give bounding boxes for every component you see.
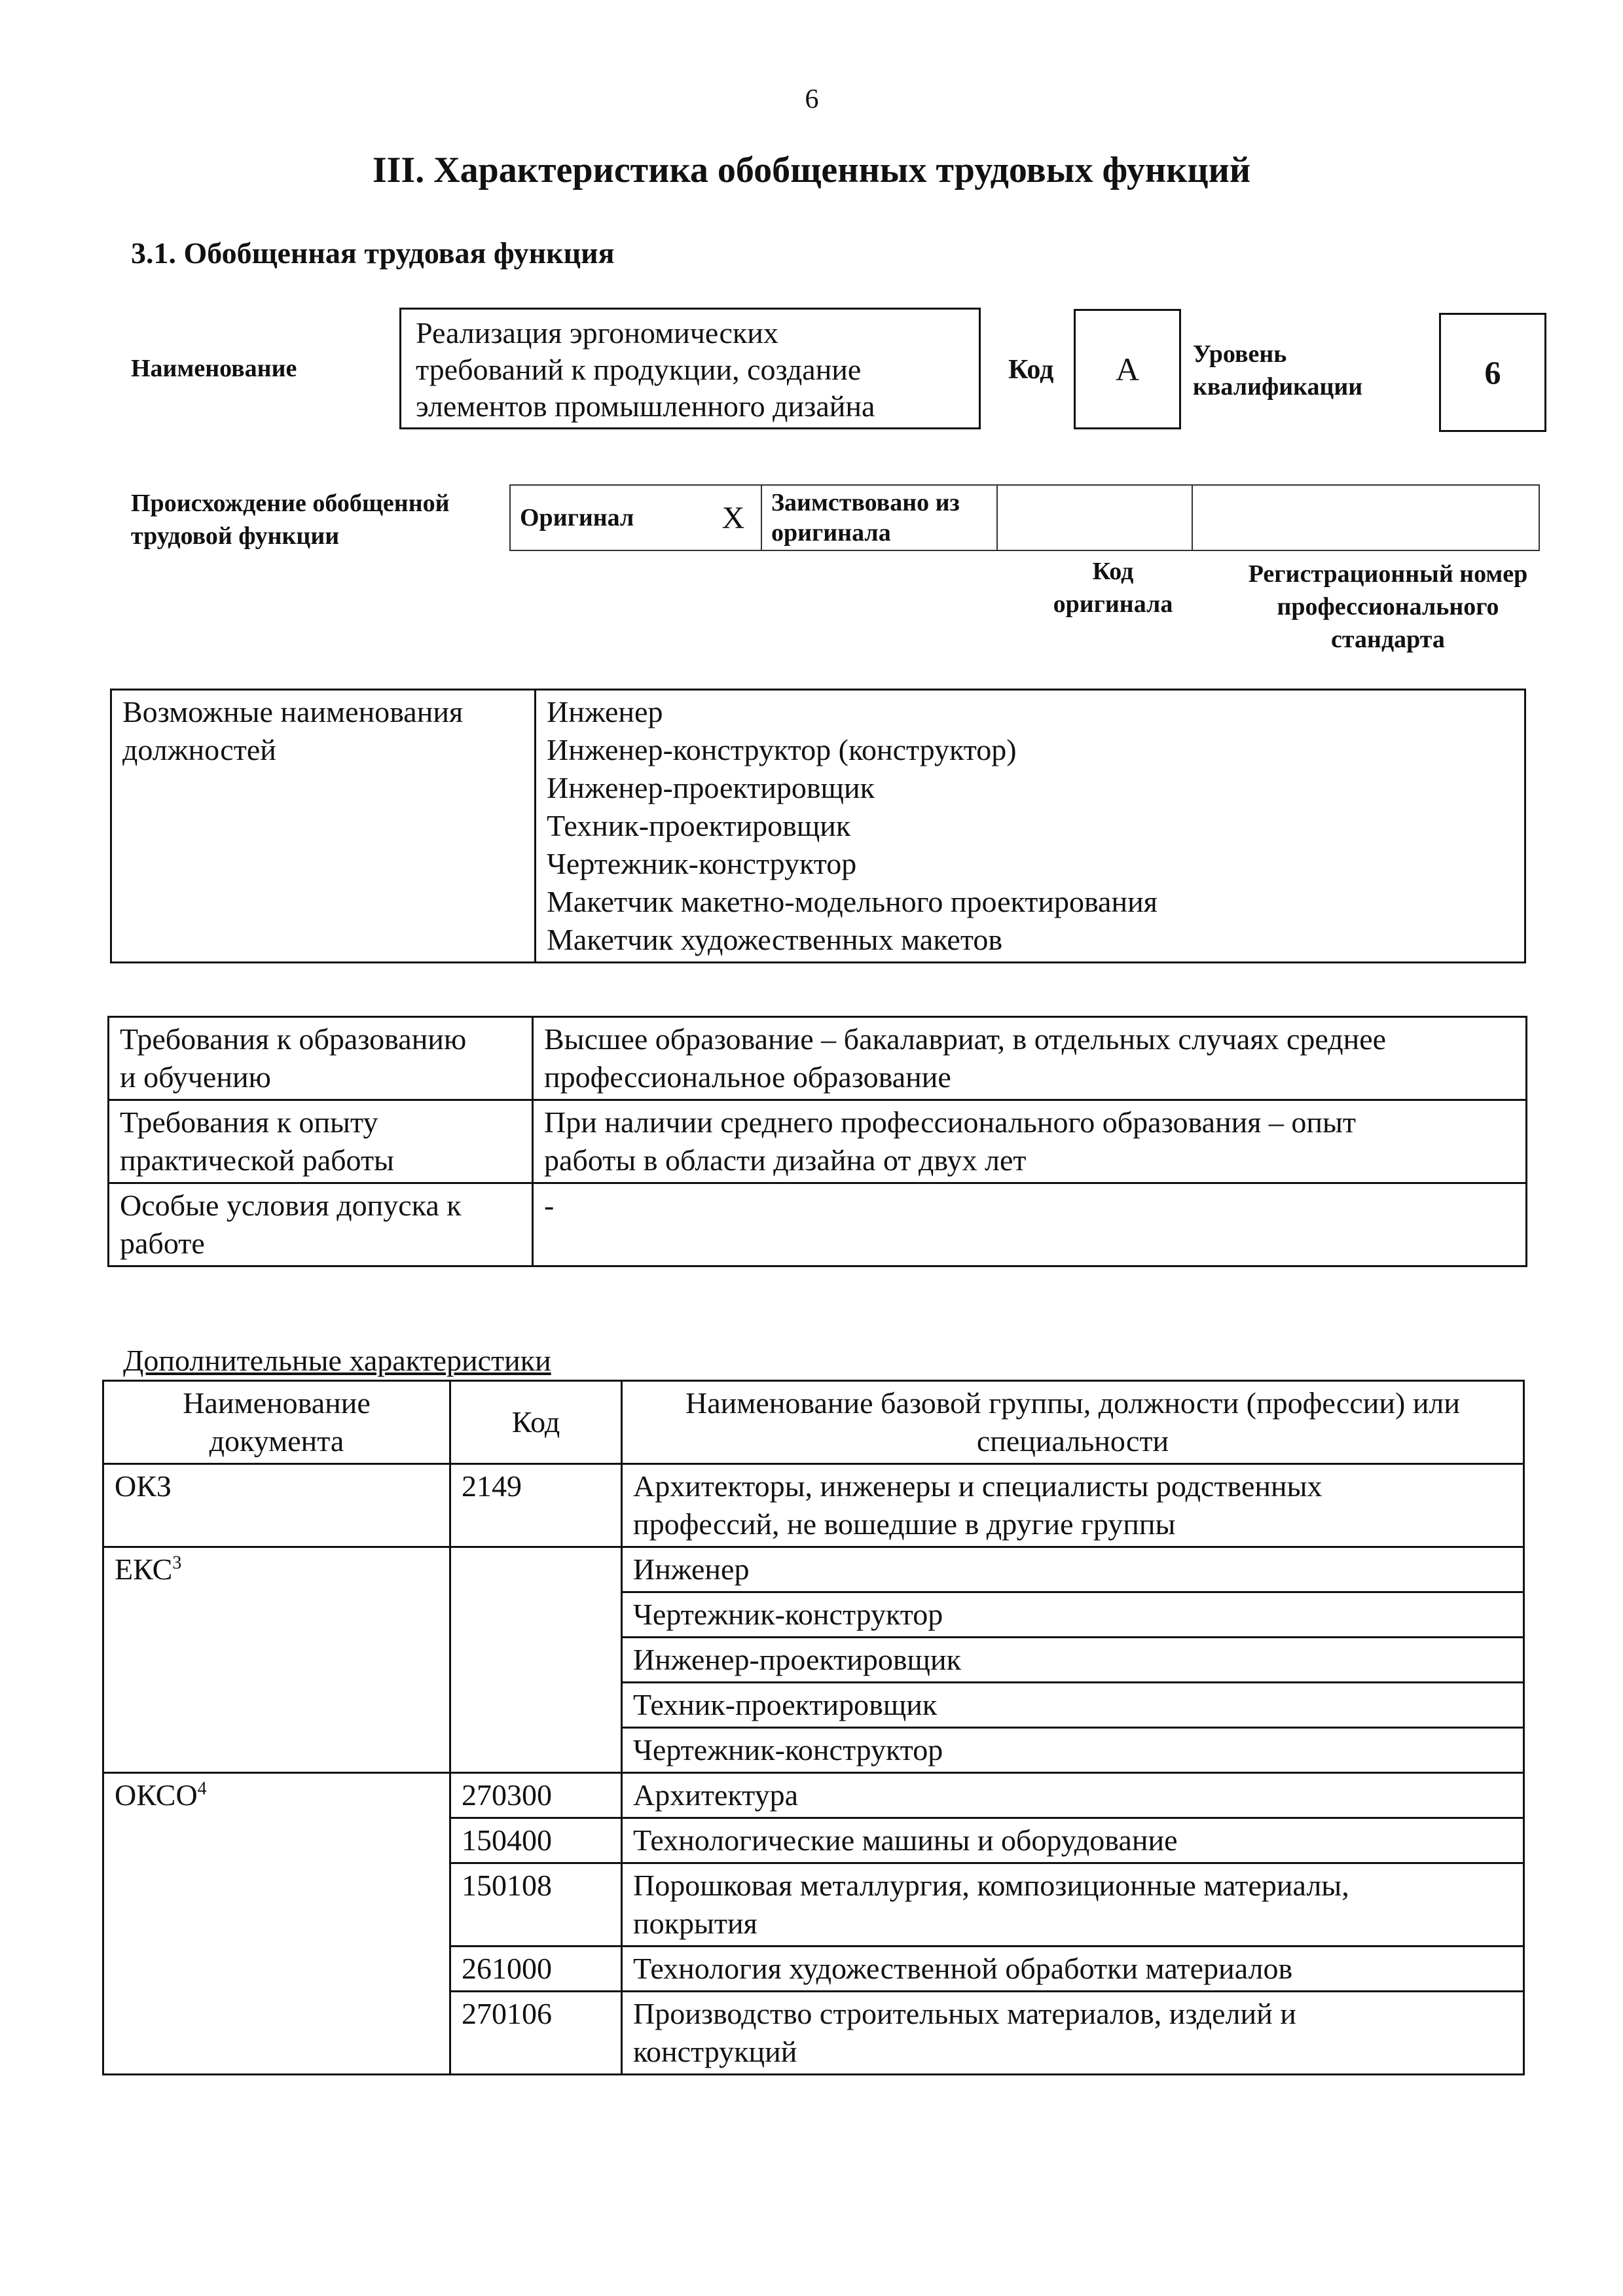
position-item: Инженер xyxy=(547,695,663,728)
header-doc-line: документа xyxy=(209,1424,344,1458)
section-title: III. Характеристика обобщенных трудовых функций xyxy=(372,150,1251,190)
additional-header-row xyxy=(103,1381,1524,1464)
position-item: Инженер-конструктор (конструктор) xyxy=(547,733,1017,766)
eks-item: Чертежник-конструктор xyxy=(622,1728,1524,1773)
code-value-box: А xyxy=(1074,309,1181,429)
requirement-row xyxy=(109,1183,1527,1266)
requirement-value xyxy=(533,1017,1527,1100)
eks-item: Инженер xyxy=(622,1547,1524,1592)
subsection-title: 3.1. Обобщенная трудовая функция xyxy=(131,236,615,270)
borrowed-label-line: оригинала xyxy=(771,519,891,547)
requirement-row xyxy=(109,1100,1527,1183)
okso-code: 150108 xyxy=(450,1863,622,1946)
okz-name-line: профессий, не вошедшие в другие группы xyxy=(633,1507,1176,1541)
code-caption xyxy=(1015,555,1211,620)
original-code-cell xyxy=(997,485,1192,550)
requirement-value xyxy=(533,1100,1527,1183)
okso-name-line: покрытия xyxy=(633,1907,757,1940)
level-label xyxy=(1193,338,1362,403)
okso-footnote: 4 xyxy=(197,1778,207,1799)
positions-table xyxy=(110,689,1526,963)
requirement-value-line: - xyxy=(544,1189,555,1222)
okso-name xyxy=(622,1863,1524,1946)
registration-number-cell xyxy=(1192,485,1539,550)
name-label: Наименование xyxy=(131,355,297,382)
header-name-line: специальности xyxy=(976,1424,1169,1458)
table-row xyxy=(103,1547,1524,1592)
eks-doc xyxy=(103,1547,450,1773)
position-item: Макетчик макетно-модельного проектирования xyxy=(547,885,1158,918)
registration-caption xyxy=(1205,558,1571,656)
okso-code: 150400 xyxy=(450,1818,622,1863)
positions-label xyxy=(111,690,536,963)
table-row xyxy=(103,1773,1524,1818)
eks-doc-label: ЕКС xyxy=(115,1552,173,1586)
okso-code: 261000 xyxy=(450,1946,622,1992)
level-label-line: Уровень xyxy=(1193,340,1287,368)
eks-item: Чертежник-конструктор xyxy=(622,1592,1524,1638)
requirement-value-line: При наличии среднего профессионального образования – опыт xyxy=(544,1105,1357,1139)
table-row xyxy=(103,1464,1524,1547)
requirements-table xyxy=(107,1016,1527,1267)
requirement-label-line: практической работы xyxy=(120,1143,394,1177)
function-name-line: требований к продукции, создание xyxy=(416,353,862,386)
okso-name-line: Производство строительных материалов, изделий и xyxy=(633,1997,1296,2030)
function-name-line: Реализация эргономических xyxy=(416,316,778,350)
okso-name: Архитектура xyxy=(622,1773,1524,1818)
position-item: Техник-проектировщик xyxy=(547,809,851,842)
okz-code: 2149 xyxy=(450,1464,622,1547)
position-item: Макетчик художественных макетов xyxy=(547,923,1003,956)
function-name-box xyxy=(399,308,981,429)
okso-name-line: Порошковая металлургия, композиционные материалы, xyxy=(633,1869,1349,1902)
origin-label xyxy=(131,487,450,552)
borrowed-label-line: Заимствовано из xyxy=(771,489,960,516)
requirement-label-line: Особые условия допуска к xyxy=(120,1189,462,1222)
requirement-row xyxy=(109,1017,1527,1100)
eks-item: Техник-проектировщик xyxy=(622,1683,1524,1728)
okz-doc: ОКЗ xyxy=(103,1464,450,1547)
okso-doc xyxy=(103,1773,450,2075)
positions-list xyxy=(536,690,1525,963)
requirement-label-line: Требования к образованию xyxy=(120,1022,467,1056)
positions-label-line: Возможные наименования xyxy=(122,695,464,728)
origin-table xyxy=(509,484,1540,551)
function-name-line: элементов промышленного дизайна xyxy=(416,389,875,423)
original-mark: Х xyxy=(706,485,761,550)
header-name-line: Наименование базовой группы, должности (профессии) или xyxy=(685,1386,1461,1420)
requirement-value-line: Высшее образование – бакалавриат, в отдельных случаях среднее xyxy=(544,1022,1387,1056)
okso-doc-label: ОКСО xyxy=(115,1778,198,1812)
requirement-label-line: Требования к опыту xyxy=(120,1105,378,1139)
requirement-label xyxy=(109,1183,533,1266)
requirement-value-line: профессиональное образование xyxy=(544,1060,951,1094)
header-doc-line: Наименование xyxy=(183,1386,371,1420)
requirement-value-line: работы в области дизайна от двух лет xyxy=(544,1143,1027,1177)
okso-code: 270300 xyxy=(450,1773,622,1818)
page-number: 6 xyxy=(805,84,819,115)
additional-table xyxy=(102,1380,1525,2075)
borrowed-cell xyxy=(761,485,997,550)
requirement-label xyxy=(109,1100,533,1183)
okso-code: 270106 xyxy=(450,1992,622,2075)
position-item: Инженер-проектировщик xyxy=(547,771,875,804)
header-code: Код xyxy=(450,1381,622,1464)
level-value-box: 6 xyxy=(1439,313,1546,432)
okso-name xyxy=(622,1992,1524,2075)
code-label: Код xyxy=(1008,355,1054,385)
code-caption-line: оригинала xyxy=(1053,590,1173,618)
code-caption-line: Код xyxy=(1092,558,1134,585)
origin-original-cell xyxy=(510,485,706,550)
eks-code xyxy=(450,1547,622,1773)
reg-caption-line: стандарта xyxy=(1331,626,1445,653)
requirement-value xyxy=(533,1183,1527,1266)
additional-title: Дополнительные характеристики xyxy=(123,1344,551,1377)
requirement-label-line: работе xyxy=(120,1227,205,1260)
eks-footnote: 3 xyxy=(172,1552,182,1573)
reg-caption-line: профессионального xyxy=(1277,593,1499,620)
header-document xyxy=(103,1381,450,1464)
okz-name xyxy=(622,1464,1524,1547)
reg-caption-line: Регистрационный номер xyxy=(1248,560,1528,588)
origin-label-line: Происхождение обобщенной xyxy=(131,490,450,517)
position-item: Чертежник-конструктор xyxy=(547,847,857,880)
positions-label-line: должностей xyxy=(122,733,276,766)
requirement-label xyxy=(109,1017,533,1100)
original-label: Оригинал xyxy=(520,504,634,531)
level-label-line: квалификации xyxy=(1193,373,1363,401)
requirement-label-line: и обучению xyxy=(120,1060,271,1094)
okso-name-line: конструкций xyxy=(633,2035,797,2068)
origin-label-line: трудовой функции xyxy=(131,522,340,550)
eks-item: Инженер-проектировщик xyxy=(622,1638,1524,1683)
okso-name: Технология художественной обработки материалов xyxy=(622,1946,1524,1992)
okz-name-line: Архитекторы, инженеры и специалисты родственных xyxy=(633,1469,1322,1503)
okso-name: Технологические машины и оборудование xyxy=(622,1818,1524,1863)
header-name xyxy=(622,1381,1524,1464)
